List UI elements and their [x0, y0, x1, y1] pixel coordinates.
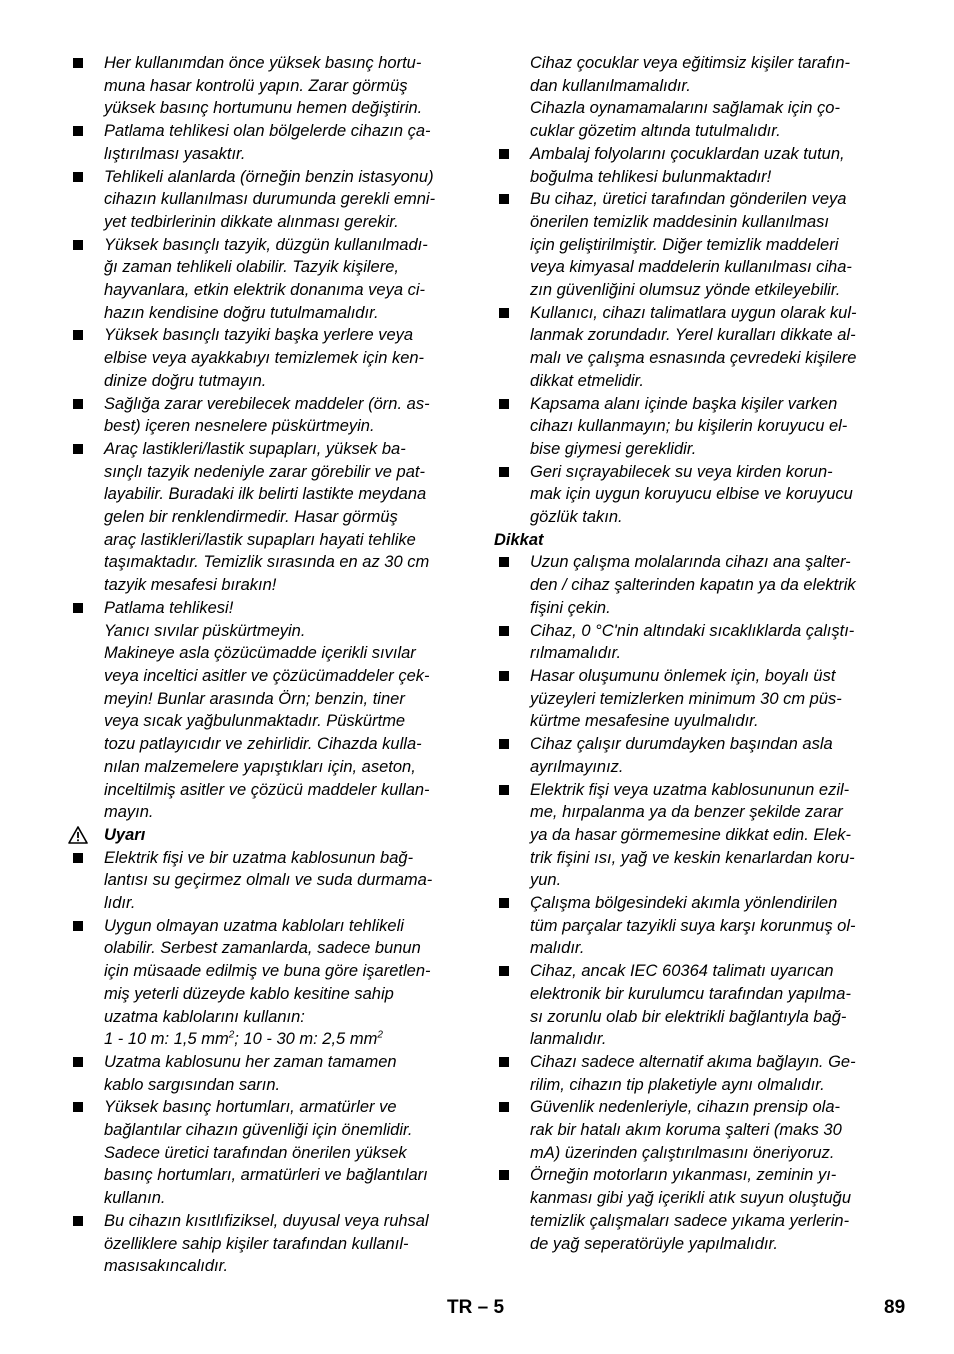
text-line: Uzatma kablosunu her zaman tamamen [104, 1052, 397, 1071]
bullet-item [494, 733, 884, 778]
text-line: dinize doğru tutmayın. [104, 371, 267, 390]
text-line: gözlük takın. [530, 508, 623, 527]
text-line: den / cihaz şalterinden kapatın ya da elektrik [530, 576, 856, 595]
text-line: nılan malzemelere yapıştıkları için, aseton, [104, 757, 416, 776]
square-bullet-icon [73, 399, 83, 409]
text-line: Yüksek basınçlı tazyiki başka yerlere veya [104, 326, 414, 345]
square-bullet-icon [73, 240, 83, 250]
text-line: tozu patlayıcıdır ve zehirlidir. Cihazda kulla- [104, 735, 422, 754]
text-line: boğulma tehlikesi bulunmaktadır! [530, 167, 772, 186]
text-line: mA) üzerinden çalıştırılmasını öneriyoruz. [530, 1143, 835, 1162]
text-line: Cihazla oynamamalarını sağlamak için ço- [530, 99, 840, 118]
text-line: Cihaz çalışır durumdayken başından asla [530, 735, 833, 754]
text-line: basınç hortumları, armatürleri ve bağlantıları [104, 1166, 428, 1185]
superscript: 2 [228, 1029, 235, 1041]
text-line: gelen bir renklendirmedir. Hasar görmüş [104, 508, 398, 527]
square-bullet-icon [499, 671, 509, 681]
warning-label: Uyarı [104, 825, 146, 844]
text-line: Çalışma bölgesindeki akımla yönlendirilen [530, 894, 838, 913]
text-line: rilim, cihazın tip plaketiyle aynı olmalıdır. [530, 1075, 825, 1094]
text-line: kürtme mesafesine uyulmalıdır. [530, 712, 759, 731]
square-bullet-icon [499, 785, 509, 795]
bullet-item [494, 1164, 884, 1255]
square-bullet-icon [499, 739, 509, 749]
bullet-item [68, 438, 458, 597]
text-line: Kullanıcı, cihazı talimatlara uygun olarak kul- [530, 303, 857, 322]
text-line: hayvanlara, etkin elektrik donanıma veya ci- [104, 281, 425, 300]
text-line: veya kimyasal maddelerin kullanılması ciha- [530, 258, 852, 277]
text-line: ayrılmayınız. [530, 757, 624, 776]
text-line: cuklar gözetim altında tutulmalıdır. [530, 122, 781, 141]
text-line: ğı zaman tehlikeli olabilir. Tazyik kişilere, [104, 258, 399, 277]
superscript: 2 [377, 1029, 383, 1041]
text-line: Elektrik fişi veya uzatma kablosununun ezil- [530, 780, 850, 799]
text-line: lanmak zorundadır. Yerel kuralları dikkate al- [530, 326, 856, 345]
text-line: sınçlı tazyik nedeniyle zarar görebilir ve pat- [104, 462, 425, 481]
text-line: bise giymesi gereklidir. [530, 439, 697, 458]
square-bullet-icon [499, 399, 509, 409]
bullet-item [494, 551, 884, 619]
text-line: taşımaktadır. Temizlik sırasında en az 30 cm [104, 553, 430, 572]
text-line: için geliştirilmiştir. Diğer temizlik maddeleri [530, 235, 839, 254]
square-bullet-icon [499, 1102, 509, 1112]
section-heading: Dikkat [494, 530, 544, 549]
bullet-item [494, 302, 884, 393]
spec-text: 1 - 10 m: 1,5 mm [104, 1030, 229, 1049]
section-label: TR – 5 [447, 1297, 505, 1318]
text-line: lantısı su geçirmez olmalı ve suda durmama- [104, 871, 433, 890]
bullet-item [68, 1051, 458, 1096]
text-line: Kapsama alanı içinde başka kişiler varken [530, 394, 838, 413]
text-line: kanması gibi yağ içerikli atık suyun oluştuğu [530, 1189, 851, 1208]
bullet-item [494, 393, 884, 461]
square-bullet-icon [499, 149, 509, 159]
bullet-item [68, 1210, 458, 1278]
bullet-item [68, 847, 458, 915]
bullet-item [494, 188, 884, 302]
warning-triangle-icon [68, 826, 88, 844]
text-line: lıştırılması yasaktır. [104, 144, 246, 163]
text-line: mayın. [104, 803, 154, 822]
text-line: Hasar oluşumunu önlemek için, boyalı üst [530, 666, 836, 685]
bullet-item [68, 915, 458, 1029]
bullet-item [68, 234, 458, 325]
square-bullet-icon [499, 557, 509, 567]
text-line: Cihaz çocuklar veya eğitimsiz kişiler tarafın- [530, 54, 851, 72]
text-line: yüksek basınç hortumunu hemen değiştirin. [104, 99, 423, 118]
text-line: olabilir. Serbest zamanlarda, sadece bunun [104, 939, 421, 958]
bullet-item [494, 461, 884, 529]
bullet-item [68, 120, 458, 165]
bullet-item [494, 1096, 884, 1164]
text-line: Patlama tehlikesi olan bölgelerde cihazın ça- [104, 122, 431, 141]
square-bullet-icon [73, 330, 83, 340]
square-bullet-icon [73, 58, 83, 68]
text-line: Bu cihazın kısıtlıfiziksel, duyusal veya ruhsal [104, 1211, 429, 1230]
bullet-item [494, 143, 884, 188]
text-line: Yüksek basınç hortumları, armatürler ve [104, 1098, 397, 1117]
text-line: Cihazı sadece alternatif akıma bağlayın. Ge- [530, 1052, 856, 1071]
square-bullet-icon [499, 966, 509, 976]
text-line: Uygun olmayan uzatma kabloları tehlikeli [104, 916, 404, 935]
text-line: temizlik çalışmaları sadece yıkama yerlerin- [530, 1211, 850, 1230]
text-line: masısakıncalıdır. [104, 1257, 229, 1276]
text-line: uzatma kablolarını kullanın: [104, 1007, 305, 1026]
text-line: meyin! Bunlar arasında Örn; benzin, tiner [104, 689, 405, 708]
text-line: dikkat etmelidir. [530, 371, 645, 390]
text-line: Güvenlik nedenleriyle, cihazın prensip ola- [530, 1098, 841, 1117]
square-bullet-icon [499, 626, 509, 636]
bullet-item [68, 1096, 458, 1210]
text-line: ya da hasar görmemesine dikkat edin. Elek- [530, 825, 851, 844]
bullet-item [68, 597, 458, 824]
continued-paragraph [494, 52, 884, 143]
text-line: tazyik mesafesi bırakın! [104, 576, 277, 595]
text-line: elbise veya ayakkabıyı temizlemek için ken- [104, 349, 425, 368]
square-bullet-icon [73, 126, 83, 136]
text-line: yun. [530, 871, 562, 890]
text-line: Elektrik fişi ve bir uzatma kablosunun bağ- [104, 848, 414, 867]
bullet-item [68, 393, 458, 438]
text-line: sı zorunlu olab bir elektrikli bağlantıyla bağ- [530, 1007, 847, 1026]
text-line: layabilir. Buradaki ilk belirti lastikte meydana [104, 485, 427, 504]
square-bullet-icon [499, 1170, 509, 1180]
text-line: Sadece üretici tarafından önerilen yüksek [104, 1143, 407, 1162]
text-line: önerilen temizlik maddesinin kullanılması [530, 212, 829, 231]
text-line: Patlama tehlikesi! [104, 598, 234, 617]
square-bullet-icon [73, 603, 83, 613]
text-line: Uzun çalışma molalarında cihazı ana şalter- [530, 553, 851, 572]
text-line: Örneğin motorların yıkanması, zeminin yı- [530, 1166, 837, 1185]
text-line: malıdır. [530, 939, 585, 958]
text-line: rak bir hatalı akım koruma şalteri (maks 30 [530, 1121, 842, 1140]
bullet-item [494, 892, 884, 960]
text-line: best) içeren nesnelere püskürtmeyin. [104, 417, 375, 436]
bullet-item [68, 52, 458, 120]
text-line: yüzeyleri temizlerken minimum 30 cm püs- [530, 689, 842, 708]
bullet-item [494, 960, 884, 1051]
text-line: Cihaz, 0 °C'nin altındaki sıcaklıklarda çalıştı- [530, 621, 855, 640]
right-column [494, 52, 884, 1255]
bullet-item [494, 620, 884, 665]
text-line: Makineye asla çözücümadde içerikli sıvılar [104, 644, 416, 663]
text-line: elektronik bir kurulumcu tarafından yapılma- [530, 984, 851, 1003]
text-line: Tehlikeli alanlarda (örneğin benzin istasyonu) [104, 167, 434, 186]
text-line: zın güvenliğini olumsuz yönde etkileyebilir. [530, 281, 841, 300]
text-line: muna hasar kontrolü yapın. Zarar görmüş [104, 76, 408, 95]
square-bullet-icon [499, 1057, 509, 1067]
text-line: lanmalıdır. [530, 1030, 607, 1049]
square-bullet-icon [73, 1057, 83, 1067]
text-line: inceltilmiş asitler ve çözücü maddeler kullan- [104, 780, 430, 799]
text-line: Her kullanımdan önce yüksek basınç hortu- [104, 54, 422, 72]
text-line: fişini çekin. [530, 598, 611, 617]
text-line: Bu cihaz, üretici tarafından gönderilen veya [530, 190, 847, 209]
text-line: Yüksek basınçlı tazyik, düzgün kullanılmadı- [104, 235, 428, 254]
square-bullet-icon [73, 1216, 83, 1226]
text-line: cihazı kullanmayın; bu kişilerin koruyucu el- [530, 417, 848, 436]
cable-spec [68, 1028, 458, 1051]
square-bullet-icon [73, 853, 83, 863]
text-line: için müsaade edilmiş ve buna göre işaretlen- [104, 962, 431, 981]
square-bullet-icon [73, 172, 83, 182]
text-line: yet tedbirlerinin dikkate alınması gerekir. [104, 212, 399, 231]
text-line: Geri sıçrayabilecek su veya kirden korun- [530, 462, 833, 481]
bullet-item [494, 665, 884, 733]
text-line: araç lastikleri/lastik supapları hayati tehlike [104, 530, 416, 549]
left-column [68, 52, 458, 1278]
text-line: mak için uygun koruyucu elbise ve koruyucu [530, 485, 853, 504]
bullet-item [68, 324, 458, 392]
square-bullet-icon [499, 308, 509, 318]
text-line: miş yeterli düzeyde kablo kesitine sahip [104, 984, 394, 1003]
text-line: özelliklere sahip kişiler tarafından kullanıl- [104, 1234, 409, 1253]
text-line: Cihaz, ancak IEC 60364 talimatı uyarıcan [530, 962, 834, 981]
text-line: tüm parçalar tazyikli suya karşı korunmuş ol- [530, 916, 856, 935]
text-line: Araç lastikleri/lastik supapları, yüksek ba- [104, 439, 406, 458]
text-line: kullanın. [104, 1189, 166, 1208]
text-line: trik fişini ısı, yağ ve keskin kenarlardan koru- [530, 848, 855, 867]
square-bullet-icon [499, 898, 509, 908]
bullet-item [494, 1051, 884, 1096]
text-line: bağlantılar cihazın güvenliği için önemlidir. [104, 1121, 413, 1140]
square-bullet-icon [499, 194, 509, 204]
spec-text: ; 10 - 30 m: 2,5 mm [234, 1030, 378, 1049]
text-line: malı ve çalışma esnasında çevredeki kişilere [530, 349, 857, 368]
text-line: cihazın kullanılması durumunda gerekli emni- [104, 190, 436, 209]
bullet-item [68, 166, 458, 234]
square-bullet-icon [73, 444, 83, 454]
text-line: rılmamalıdır. [530, 644, 622, 663]
text-line: de yağ seperatörüyle yapılmalıdır. [530, 1234, 778, 1253]
square-bullet-icon [73, 1102, 83, 1112]
text-line: veya inceltici asitler ve çözücümaddeler çek- [104, 666, 430, 685]
text-line: Ambalaj folyolarını çocuklardan uzak tutun, [530, 144, 845, 163]
text-line: kablo sargısından sarın. [104, 1075, 281, 1094]
text-line: veya sıcak yağbulunmaktadır. Püskürtme [104, 712, 406, 731]
text-line: lıdır. [104, 894, 136, 913]
text-line: me, hırpalanma ya da benzer şekilde zarar [530, 803, 843, 822]
bullet-item [494, 779, 884, 893]
text-line: Yanıcı sıvılar püskürtmeyin. [104, 621, 306, 640]
page-number: 89 [884, 1297, 906, 1318]
text-line: dan kullanılmamalıdır. [530, 76, 691, 95]
text-line: Sağlığa zarar verebilecek maddeler (örn. as- [104, 394, 430, 413]
text-line: hazın kendisine doğru tutulmamalıdır. [104, 303, 379, 322]
square-bullet-icon [499, 467, 509, 477]
warning-heading [68, 824, 458, 847]
square-bullet-icon [73, 921, 83, 931]
